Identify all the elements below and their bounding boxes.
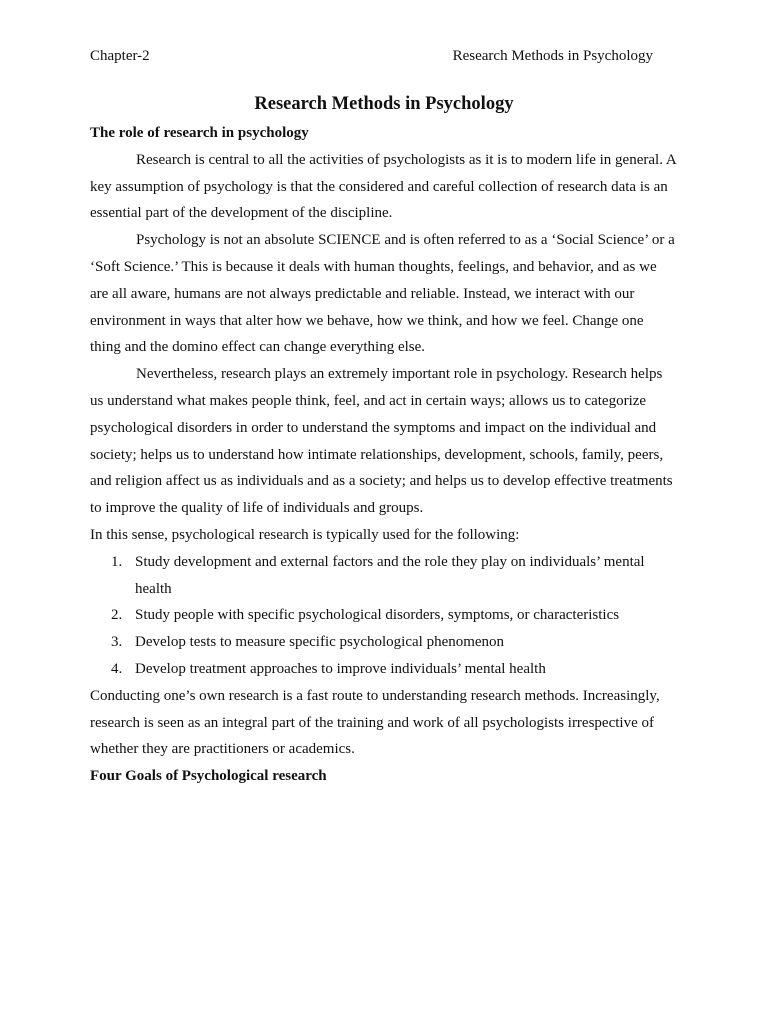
list-item-number: 1.: [111, 553, 123, 570]
list-item-number: 3.: [111, 634, 123, 651]
document-body: [90, 120, 678, 790]
list-item-text: Study people with specific psychological disorders, symptoms, or characteristics: [135, 607, 620, 624]
list-item: [90, 629, 678, 656]
uses-list: [90, 549, 678, 683]
chapter-label: Chapter-2: [90, 48, 150, 64]
list-item-text: Develop tests to measure specific psychological phenomenon: [135, 634, 505, 651]
paragraph-2: Psychology is not an absolute SCIENCE and is often referred to as a ‘Social Science’ or a ‘Soft Science.’ This is because it deals with human thoughts, feelings, and behavior, and as we are all aware, humans are not always predictable and reliable. Instead, we interact with our environment in ways that alter how we behave, how we think, and how we feel. Change one thing and the domino effect can change everything else.: [90, 232, 675, 356]
list-item: [90, 656, 678, 683]
closing-paragraph: Conducting one’s own research is a fast route to understanding research methods. Increasingly, research is seen as an integral part of the training and work of all psychologists irrespective of whether they are practitioners or academics.: [90, 687, 660, 758]
list-item-text: Study development and external factors and the role they play on individuals’ mental health: [135, 553, 645, 597]
paragraph-3: Nevertheless, research plays an extremely important role in psychology. Research helps us understand what makes people think, feel, and act in certain ways; allows us to categorize psychological disorders in order to understand the symptoms and impact on the individual and society; helps us to understand how intimate relationships, development, schools, family, peers, and religion affect us as individuals and as a society; and helps us to develop effective treatments to improve the quality of life of individuals and groups.: [90, 366, 673, 517]
list-item-number: 4.: [111, 660, 123, 677]
page-title: Research Methods in Psychology: [254, 94, 514, 114]
list-item: [90, 549, 678, 603]
list-intro: In this sense, psychological research is typically used for the following:: [90, 526, 520, 543]
running-title: Research Methods in Psychology: [452, 48, 653, 64]
section-heading-role: The role of research in psychology: [90, 125, 309, 141]
list-item: [90, 602, 678, 629]
list-item-number: 2.: [111, 607, 123, 624]
list-item-text: Develop treatment approaches to improve individuals’ mental health: [135, 660, 546, 677]
section-heading-goals: Four Goals of Psychological research: [90, 768, 327, 785]
running-header: [90, 46, 653, 66]
paragraph-1: Research is central to all the activities of psychologists as it is to modern life in general. A key assumption of psychology is that the considered and careful collection of research data is an essential part of the development of the discipline.: [90, 151, 676, 222]
